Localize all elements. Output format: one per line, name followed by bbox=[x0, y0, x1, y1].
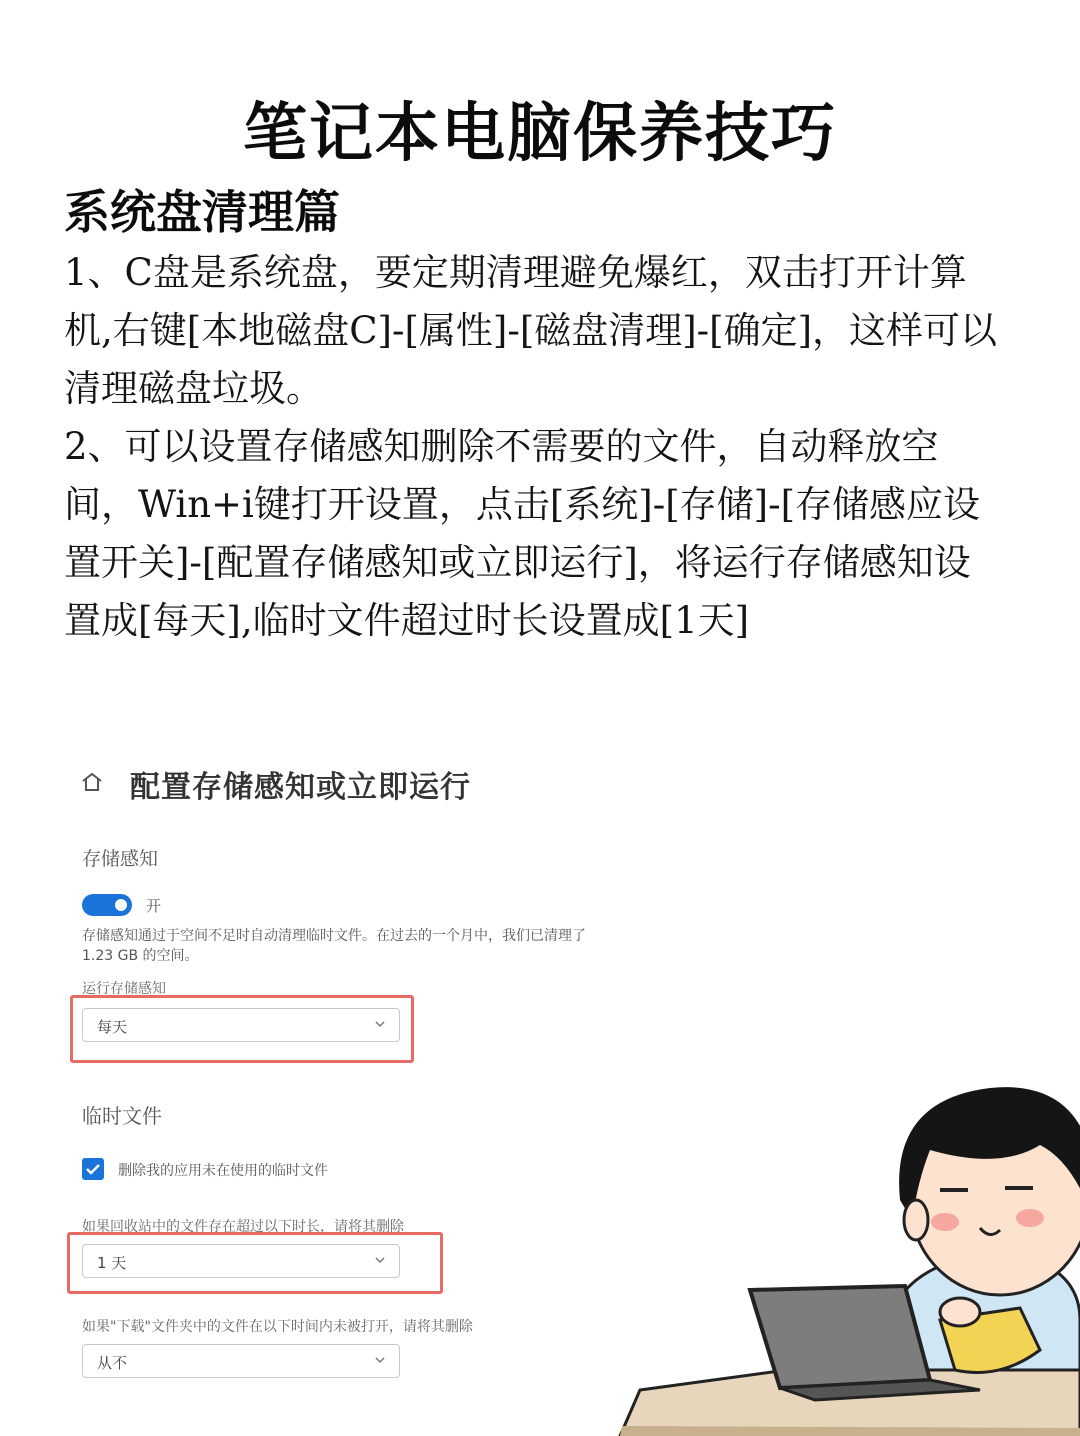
settings-title: 配置存储感知或立即运行 bbox=[130, 770, 471, 805]
storage-sense-description: 存储感知通过于空间不足时自动清理临时文件。在过去的一个月中，我们已清理了 1.23 GB 的空间。 bbox=[82, 928, 586, 964]
laptop-screen bbox=[750, 1286, 930, 1388]
downloads-label: 如果"下载"文件夹中的文件在以下时间内未被打开，请将其删除 bbox=[82, 1319, 473, 1335]
section-heading: 系统盘清理篇 bbox=[64, 185, 340, 239]
toggle-state-label: 开 bbox=[146, 897, 162, 915]
run-storage-sense-label: 运行存储感知 bbox=[82, 981, 166, 997]
tip-paragraph-2: 2、可以设置存储感知删除不需要的文件，自动释放空间，Win+i键打开设置，点击[系统]-[存储]-[存储感应设置开关]-[配置存储感知或立即运行]，将运行存储感知设置成[每天],临时文件超过时长设置成[1天] bbox=[64, 425, 981, 642]
storage-sense-toggle[interactable] bbox=[82, 894, 132, 916]
settings-screenshot bbox=[64, 750, 624, 1410]
run-frequency-value: 每天 bbox=[97, 1018, 128, 1036]
home-icon[interactable] bbox=[80, 770, 104, 794]
page-title: 笔记本电脑保养技巧 bbox=[243, 97, 837, 171]
recycle-bin-label: 如果回收站中的文件存在超过以下时长，请将其删除 bbox=[82, 1219, 404, 1235]
recycle-bin-value: 1 天 bbox=[97, 1254, 127, 1272]
recycle-bin-select[interactable] bbox=[82, 1244, 400, 1278]
chevron-down-icon bbox=[373, 1017, 387, 1031]
delete-temp-files-label: 删除我的应用未在使用的临时文件 bbox=[118, 1163, 328, 1179]
delete-temp-files-checkbox[interactable] bbox=[82, 1158, 104, 1180]
downloads-select[interactable] bbox=[82, 1344, 400, 1378]
storage-sense-label: 存储感知 bbox=[82, 848, 159, 870]
toggle-knob bbox=[115, 899, 127, 911]
downloads-value: 从不 bbox=[97, 1354, 128, 1372]
cartoon-boy-laptop-illustration bbox=[600, 1050, 1080, 1436]
ear bbox=[904, 1200, 928, 1240]
chevron-down-icon bbox=[373, 1353, 387, 1367]
chevron-down-icon bbox=[373, 1253, 387, 1267]
tip-paragraph-1: 1、C盘是系统盘，要定期清理避免爆红，双击打开计算机,右键[本地磁盘C]-[属性]-[磁盘清理]-[确定]，这样可以清理磁盘垃圾。 bbox=[64, 251, 998, 410]
check-icon bbox=[82, 1158, 104, 1180]
temp-files-label: 临时文件 bbox=[82, 1104, 162, 1128]
run-frequency-select[interactable] bbox=[82, 1008, 400, 1042]
left-cheek bbox=[931, 1213, 959, 1231]
right-cheek bbox=[1016, 1209, 1044, 1227]
hand bbox=[940, 1298, 980, 1326]
